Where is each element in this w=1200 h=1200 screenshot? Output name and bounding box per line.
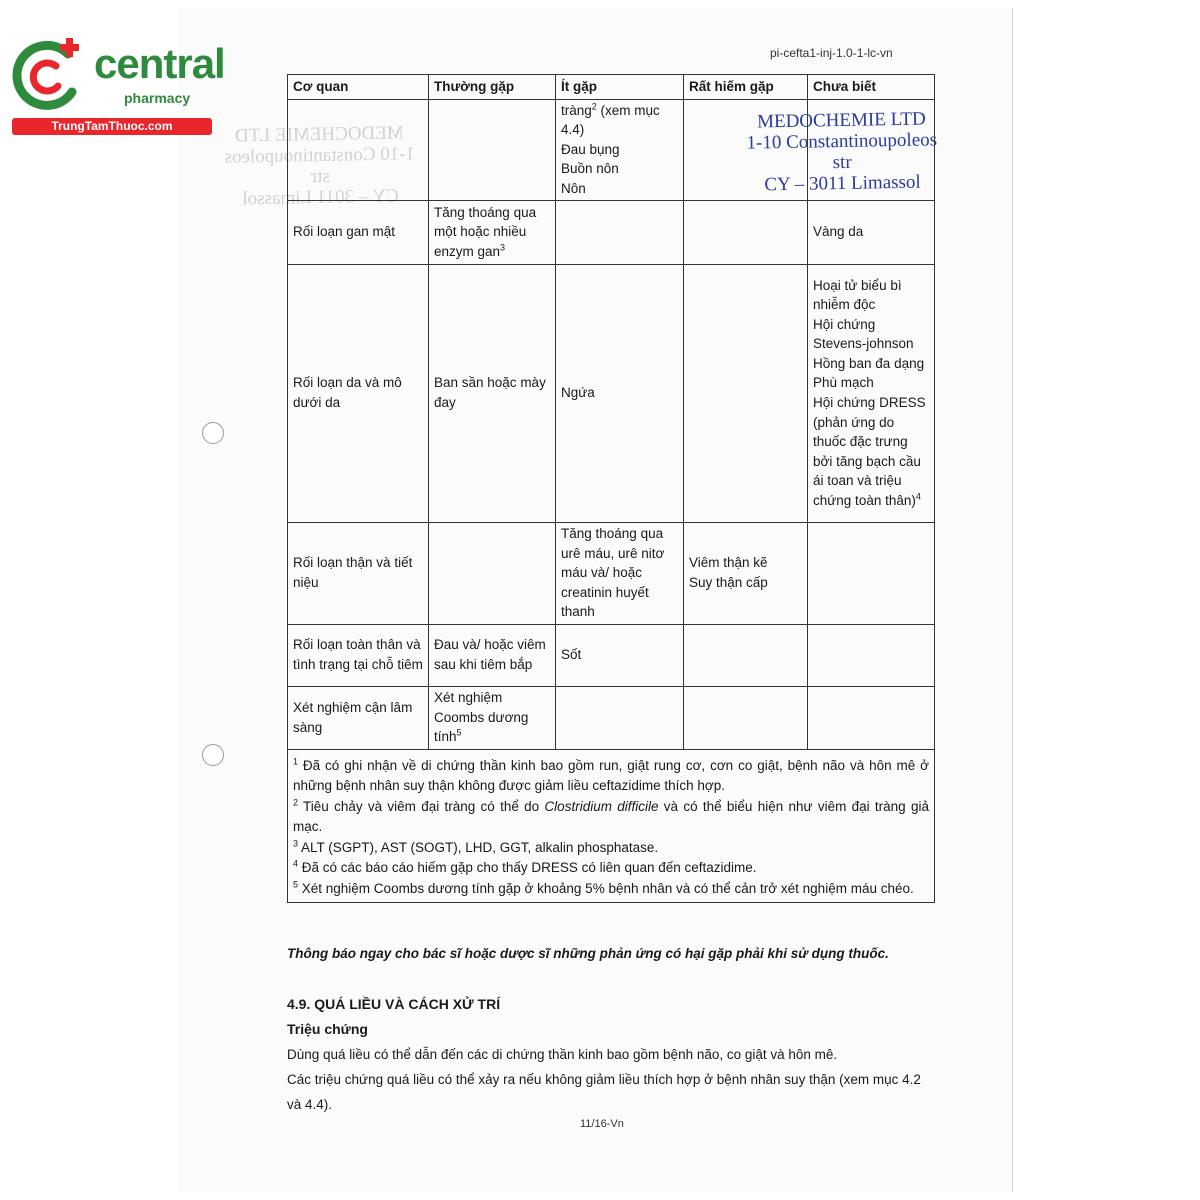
footnote: $^2$ Tiêu chảy và viêm đại tràng có thể do Clostridium difficile và có thể biểu hiện như viêm đại tràng giả mạc. [293, 797, 929, 835]
table-row [288, 686, 935, 749]
table-cell [684, 264, 808, 522]
table-row [288, 99, 935, 200]
table-cell: Rối loạn gan mật [288, 200, 429, 264]
table-cell [808, 686, 935, 749]
table-cell [684, 686, 808, 749]
table-cell: Rối loạn toàn thân và tình trạng tại chỗ tiêm [288, 624, 429, 686]
table-row [288, 200, 935, 264]
table-cell: Rối loạn thận và tiết niệu [288, 522, 429, 624]
footnote: $^4$ Đã có các báo cáo hiếm gặp cho thấy DRESS có liên quan đến ceftazidime. [293, 858, 757, 876]
table-cell: Ban sần hoặc mày đay [429, 264, 556, 522]
stamp-bleed-through: MEDOCHEMIE LTD 1-10 Constantinoupoleos str CY – 3011 Limassol [224, 122, 416, 210]
brand-logo [10, 36, 225, 136]
table-cell: Đau và/ hoặc viêm sau khi tiêm bắp [429, 624, 556, 686]
table-cell [556, 200, 684, 264]
reporting-notice: Thông báo ngay cho bác sĩ hoặc dược sĩ những phản ứng có hại gặp phải khi sử dụng thuốc. [287, 946, 889, 961]
stamp-line: MEDOCHEMIE LTD [756, 108, 926, 133]
table-cell [684, 624, 808, 686]
brand-url[interactable]: TrungTamThuoc.com [12, 118, 212, 135]
table-cell [808, 624, 935, 686]
document-reference: pi-cefta1-inj-1.0-1-lc-vn [770, 46, 893, 60]
table-cell: Ngứa [556, 264, 684, 522]
table-cell [808, 99, 935, 200]
col-header: Thường gặp [429, 75, 556, 100]
table-cell: Tăng thoáng qua một hoặc nhiều enzym gan$^3$ [429, 200, 556, 264]
table-cell: Sốt [556, 624, 684, 686]
table-cell: Xét nghiệm Coombs dương tính$^5$ [429, 686, 556, 749]
paragraph: Các triệu chứng quá liều có thể xảy ra nếu không giảm liều thích hợp ở bệnh nhân suy thận (xem mục 4.2 và 4.4). [287, 1072, 921, 1112]
paragraph: Dùng quá liều có thể dẫn đến các di chứng thần kinh bao gồm bệnh não, co giật và hôn mê. [287, 1047, 838, 1062]
table-header-row [288, 75, 935, 100]
table-cell [429, 522, 556, 624]
col-header: Ít gặp [556, 75, 684, 100]
table-cell: Vàng da [808, 200, 935, 264]
table-row [288, 264, 935, 522]
col-header: Rất hiếm gặp [684, 75, 808, 100]
table-cell: Rối loạn da và mô dưới da [288, 264, 429, 522]
table-cell: Hoại tử biểu bì nhiễm độc Hội chứng Stevens-johnson Hồng ban đa dạng Phù mạch Hội chứng DRESS (phản ứng do thuốc đặc trưng bởi tăng bạch cầu ái toan và triệu chứng toàn thân)$^4$ [808, 264, 935, 522]
col-header: Cơ quan [288, 75, 429, 100]
footnotes-row [288, 749, 935, 903]
table-cell [808, 522, 935, 624]
table-cell: Viêm thận kẽ Suy thận cấp [684, 522, 808, 624]
brand-sub: pharmacy [124, 90, 191, 106]
central-pharmacy-logo-icon [10, 36, 90, 114]
table-cell: tràng$^2$ (xem mục 4.4) Đau bụng Buồn nôn Nôn [556, 99, 684, 200]
footnote: $^1$ Đã có ghi nhận về di chứng thần kinh bao gồm run, giật rung cơ, cơn co giật, bệnh não và hôn mê ở những bệnh nhân suy thận không được giảm liều ceftazidime thích hợp. [293, 756, 929, 794]
table-cell: Tăng thoáng qua urê máu, urê nitơ máu và/ hoặc creatinin huyết thanh [556, 522, 684, 624]
table-cell [684, 200, 808, 264]
table-row [288, 522, 935, 624]
table-cell [429, 99, 556, 200]
punch-hole [202, 744, 224, 766]
footnotes [288, 749, 935, 903]
table-cell [556, 686, 684, 749]
subheading: Triệu chứng [287, 1021, 368, 1037]
footnote: $^5$ Xét nghiệm Coombs dương tính gặp ở khoảng 5% bệnh nhân và có thể cản trở xét nghiệm máu chéo. [293, 879, 914, 896]
punch-hole [202, 422, 224, 444]
table-row [288, 624, 935, 686]
table-cell [288, 99, 429, 200]
stamp-line: 1-10 Constantinoupoleos str [746, 129, 938, 174]
col-header: Chưa biết [808, 75, 935, 100]
table-cell [684, 99, 808, 200]
table-cell: Xét nghiệm cận lâm sàng [288, 686, 429, 749]
stamp-line: CY – 3011 Limassol [764, 171, 921, 196]
adverse-effects-table [287, 74, 935, 903]
brand-name: central [94, 40, 225, 87]
footnote: $^3$ ALT (SGPT), AST (SOGT), LHD, GGT, alkalin phosphatase. [293, 838, 659, 855]
page-number: 11/16-Vn [580, 1118, 624, 1130]
section-title: 4.9. QUÁ LIỀU VÀ CÁCH XỬ TRÍ [287, 996, 501, 1012]
